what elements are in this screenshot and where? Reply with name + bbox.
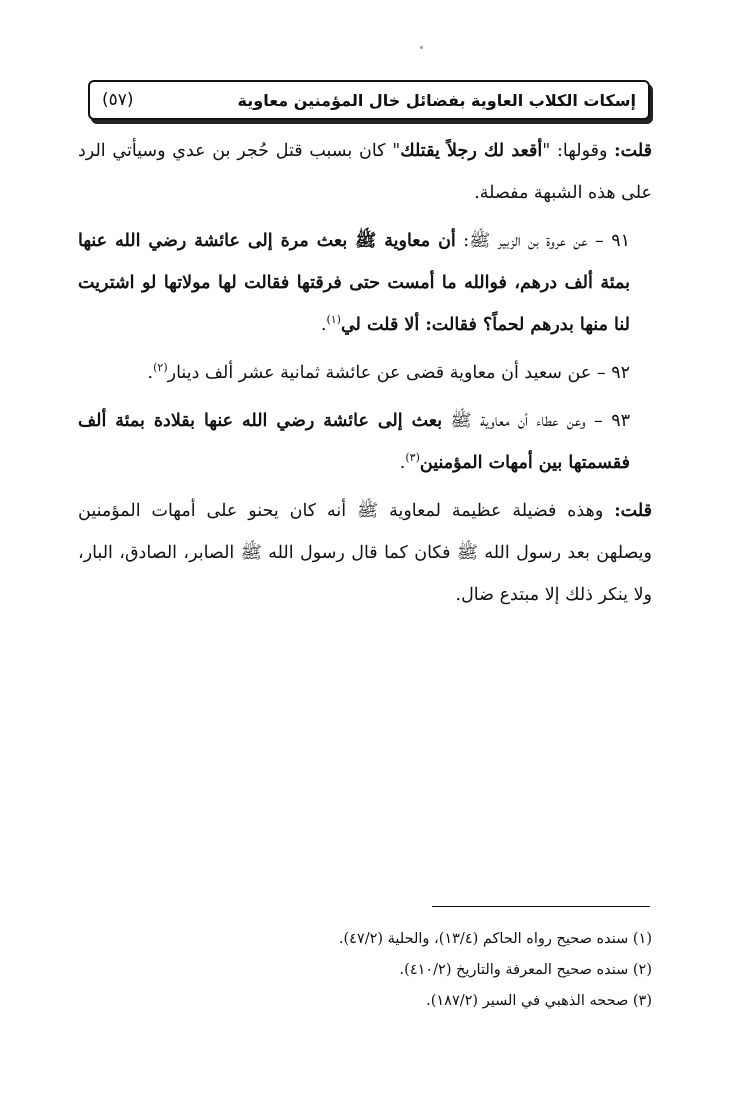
paragraph-1-pre: وقولها: " — [542, 141, 615, 161]
footnote-3: (٣) صححه الذهبي في السير (١٨٧/٢). — [426, 993, 652, 1009]
paragraph-4-bold: بعث إلى عائشة رضي الله عنها بقلادة بمئة ألف فقسمتها بين أمهات المؤمنين — [78, 411, 630, 473]
paragraph-1-bold: أقعد لك رجلاً يقتلك — [400, 141, 543, 161]
main-text — [78, 130, 652, 622]
paragraph-1 — [78, 130, 652, 214]
page-number: (٥٧) — [102, 90, 134, 110]
paragraph-3-post: . — [147, 363, 154, 383]
footnote-separator — [432, 906, 650, 907]
paragraph-1-lead: قلت: — [614, 141, 652, 161]
paragraph-2-bold: أن معاوية ﷺ بعث مرة إلى عائشة رضي الله عنها بمئة ألف درهم، فوالله ما أمست حتى فرقتها فقالت لها مولاتها لو اشتريت لنا منها بدرهم لحماً؟ فقالت: ألا قلت لي — [78, 231, 630, 335]
footnote-ref-3: (٣) — [405, 451, 420, 465]
paragraph-5-pre: وهذه فضيلة عظيمة لمعاوية ﷺ أنه كان يحنو على أمهات المؤمنين ويصلهن بعد رسول الله ﷺ فكان كما قال رسول الله ﷺ الصابر، الصادق، البار، ولا ينكر ذلك إلا مبتدع ضال. — [78, 501, 652, 605]
footnote-ref-2: (٢) — [153, 361, 168, 375]
paragraph-4-post: . — [399, 453, 406, 473]
paragraph-1-post: " كان بسبب قتل حُجر بن عدي وسيأتي الرد على هذه الشبهة مفصلة. — [78, 141, 652, 203]
footnote-1: (١) سنده صحيح رواه الحاكم (١٣/٤)، والحلية (٤٧/٢). — [338, 931, 652, 947]
paragraph-4 — [78, 400, 652, 484]
paragraph-5 — [78, 490, 652, 616]
paragraph-2-pre: ٩١ – عن عروة بن الزبير ﷺ: — [455, 231, 630, 251]
scan-speck — [420, 46, 423, 49]
running-header — [88, 80, 650, 120]
paragraph-2 — [78, 220, 652, 346]
footnotes — [200, 924, 652, 1017]
paragraph-2-post: . — [320, 315, 327, 335]
footnote-2: (٢) سنده صحيح المعرفة والتاريخ (٤١٠/٢). — [399, 962, 652, 978]
paragraph-3-pre: ٩٢ – عن سعيد أن معاوية قضى عن عائشة ثمانية عشر ألف دينار — [167, 363, 630, 383]
paragraph-5-lead: قلت: — [614, 501, 652, 521]
book-title: إسكات الكلاب العاوية بفضائل خال المؤمنين معاوية — [237, 90, 636, 110]
paragraph-3 — [78, 352, 652, 394]
footnote-ref-1: (١) — [326, 313, 341, 327]
paragraph-4-pre: ٩٣ – وعن عطاء أن معاوية ﷺ — [442, 411, 630, 431]
